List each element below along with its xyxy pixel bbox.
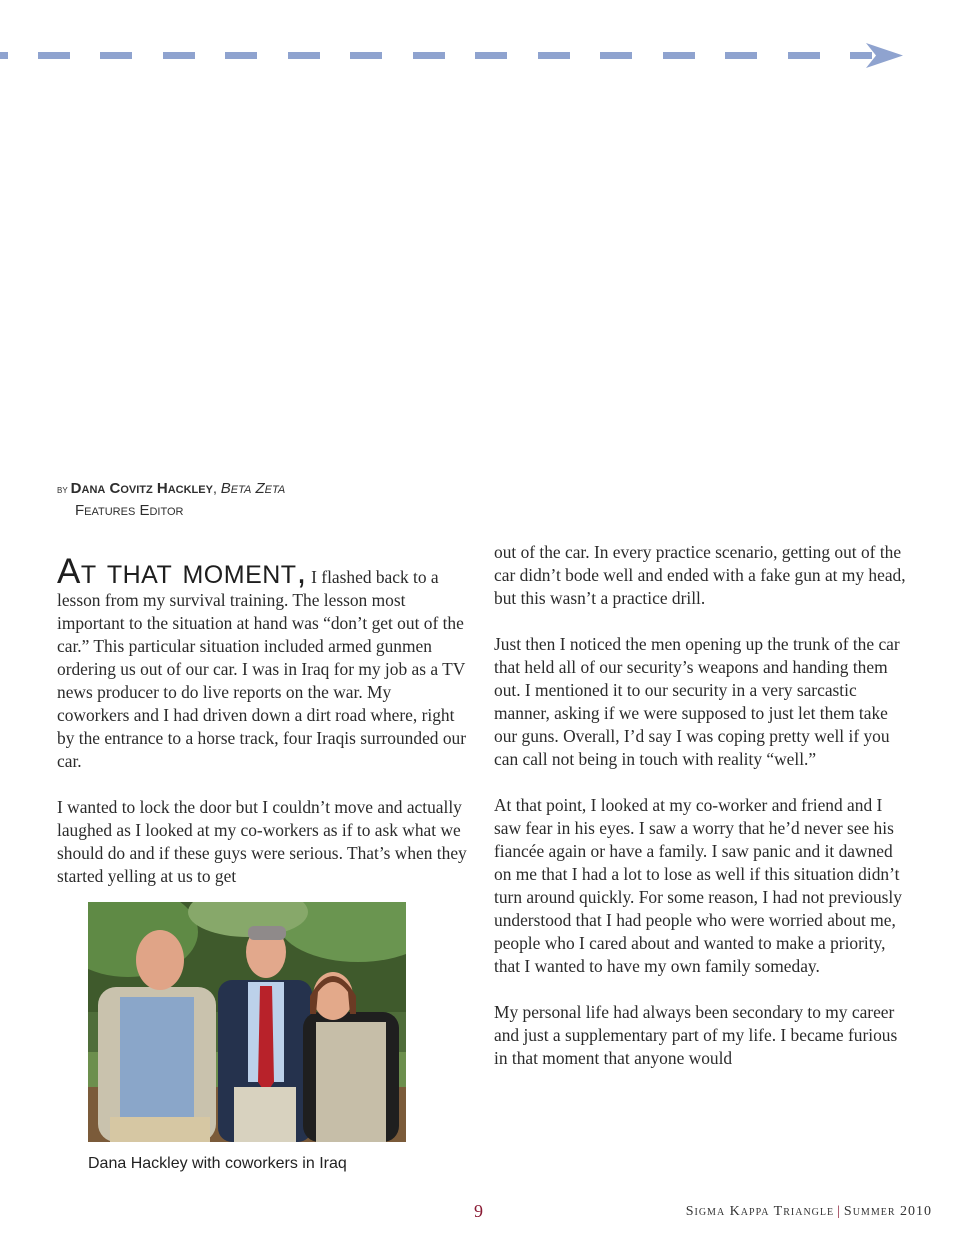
article-column-left	[57, 552, 467, 911]
author-chapter: Beta Zeta	[220, 480, 286, 497]
footer-divider: |	[837, 1204, 841, 1219]
page-number: 9	[474, 1201, 483, 1221]
photo-caption: Dana Hackley with coworkers in Iraq	[88, 1155, 347, 1172]
article-paragraph: My personal life had always been secondary to my career and just a supplementary part of my life. I became furious in that moment that anyone would	[494, 1002, 898, 1068]
article-paragraph: I wanted to lock the door but I couldn’t move and actually laughed as I looked at my co-workers as if to ask what we should do and if these guys were serious. That’s when they started yelling at us to get	[57, 797, 467, 886]
article-paragraph	[57, 552, 467, 773]
paragraph-text: I flashed back to a lesson from my survival training. The lesson most important to the situation at hand was “don’t get out of the car.” This particular situation included armed gunmen ordering us out of our car. I was in Iraq for my job as a TV news producer to do live reports on the war. My coworkers and I had driven down a dirt road where, right by the entrance to a horse track, four Iraqis surrounded our car.	[57, 567, 467, 771]
lead-in: At that moment,	[57, 552, 307, 591]
running-footer	[686, 1204, 932, 1220]
byline-prefix: by	[57, 482, 68, 496]
author-name: Dana Covitz Hackley	[70, 480, 213, 497]
photo-illustration	[88, 902, 406, 1142]
author-role: Features Editor	[75, 502, 184, 519]
publication-name: Sigma Kappa Triangle	[685, 1204, 835, 1219]
article-column-right	[494, 541, 912, 1093]
dashed-arrow-decoration	[0, 40, 960, 70]
article-paragraph: out of the car. In every practice scenario, getting out of the car didn’t bode well and ended with a fake gun at my head, but this wasn’t a practice drill.	[494, 542, 906, 608]
article-paragraph: At that point, I looked at my co-worker and friend and I saw fear in his eyes. I saw a worry that he’d never see his fiancée again or have a family. I saw panic and it dawned on me that I had a lot to lose as well if this situation didn’t turn around quickly. For some reason, I had not previously understood that I had people who were worried about me, people who I cared about and wanted to make a priority, that I wanted to have my own family someday.	[494, 795, 902, 976]
byline	[57, 477, 285, 522]
byline-separator: ,	[212, 480, 217, 496]
article-paragraph: Just then I noticed the men opening up the trunk of the car that held all of our security’s weapons and handing them out. I mentioned it to our security in a very sarcastic manner, asking if we were supposed to just let them take our guns. Overall, I’d say I was coping pretty well if you can call not being in touch with reality “well.”	[494, 634, 900, 769]
article-photo	[88, 902, 406, 1142]
issue-name: Summer 2010	[843, 1204, 932, 1219]
